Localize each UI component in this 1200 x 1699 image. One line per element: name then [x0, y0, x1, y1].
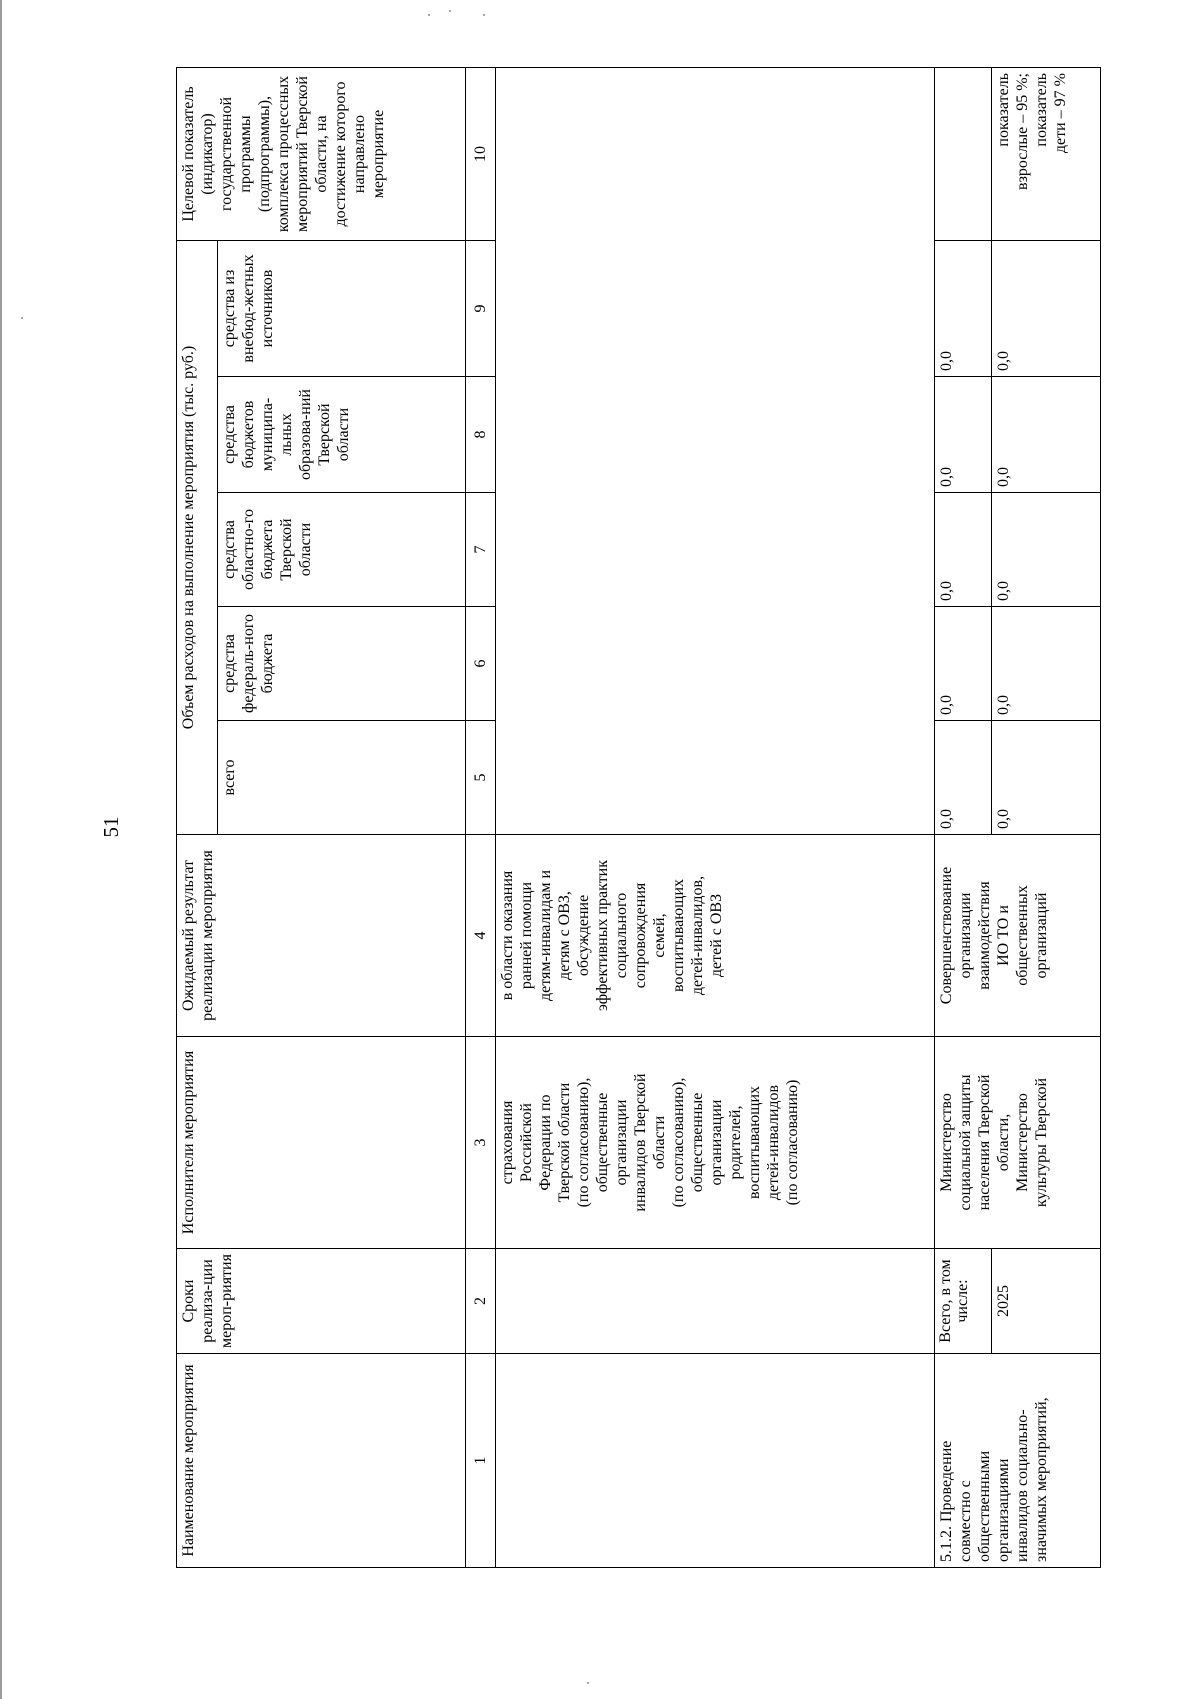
text-line: организации [956, 892, 974, 979]
text-line: Российской [517, 1103, 535, 1182]
text-line: ранней помощи [517, 881, 535, 990]
text-line: социального [612, 892, 630, 979]
term-total: Всего, в том числе: [934, 1249, 991, 1354]
measures-table [176, 67, 1101, 1568]
text-line: детям-инвалидам и [536, 869, 554, 1002]
header-expected-result: Ожидаемый результат реализации мероприятия [177, 835, 466, 1037]
column-number: 5 [466, 721, 496, 835]
text-line: населения Тверской [975, 1074, 993, 1211]
header-offbudget: средства из внебюд-жетных источников [218, 241, 466, 377]
total-value-regional: 0,0 [934, 493, 991, 607]
text-line: социальной защиты [956, 1074, 974, 1211]
text-line: показатель [994, 73, 1012, 147]
measure-executors [934, 1037, 1100, 1249]
year-value-regional: 0,0 [991, 493, 1100, 607]
text-line: 5.1.2. Проведение [937, 1440, 955, 1562]
text-line: общественных [1013, 885, 1031, 986]
scan-edge-line [0, 0, 2, 1699]
text-line: организациями [994, 1458, 1012, 1562]
term-year: 2025 [991, 1249, 1100, 1354]
column-number: 9 [466, 241, 496, 377]
text-line: ИО ТО и [994, 905, 1012, 966]
cont-name [495, 1354, 934, 1568]
text-line: (по согласованию) [783, 1079, 801, 1206]
header-regional: средства областно-го бюджета Тверской области [218, 493, 466, 607]
header-volume-group: Объем расходов на выполнение мероприятия (тыс. руб.) [177, 241, 218, 835]
column-number: 1 [466, 1354, 496, 1568]
column-number: 2 [466, 1249, 496, 1354]
text-line: страхования [498, 1100, 516, 1185]
header-target-indicator: Целевой показатель (индикатор) государственной программы (подпрограммы), комплекса процессных мероприятий Тверской области, на достижение которого направлено мероприятие [177, 68, 466, 241]
text-line: Министерство [1013, 1093, 1031, 1192]
column-number-row [466, 68, 496, 1568]
text-line: детям с ОВЗ, [555, 891, 573, 980]
continuation-row [495, 68, 934, 1568]
page-number: 51 [99, 816, 123, 838]
text-line: области, [994, 1113, 1012, 1172]
column-number: 3 [466, 1037, 496, 1249]
text-line: детей с ОВЗ [707, 893, 725, 978]
measure-expected-result [934, 835, 1100, 1037]
text-line: показатель [1032, 73, 1050, 147]
cont-executors [495, 1037, 934, 1249]
header-row [177, 68, 218, 1568]
column-number: 7 [466, 493, 496, 607]
text-line: общественные [688, 1092, 706, 1193]
column-number: 6 [466, 607, 496, 721]
text-line: обсуждение [574, 894, 592, 977]
total-indicator [934, 68, 991, 241]
header-total: всего [218, 721, 466, 835]
text-line: в области оказания [498, 870, 516, 1001]
year-indicator [991, 68, 1100, 241]
text-line: совместно с [956, 1480, 974, 1562]
year-value-total: 0,0 [991, 721, 1100, 835]
header-name: Наименование мероприятия [177, 1354, 466, 1568]
rotated-table-container [176, 68, 1101, 1568]
scan-speck [449, 10, 451, 12]
text-line: организации [612, 1099, 630, 1186]
measure-year-row [991, 68, 1100, 1568]
text-line: (по согласованию), [669, 1077, 687, 1208]
measure-total-row [934, 68, 991, 1568]
text-line: (по согласованию), [574, 1077, 592, 1208]
text-line: детей-инвалидов, [688, 875, 706, 996]
text-line: организации [707, 1099, 725, 1186]
text-line: семей, [650, 913, 668, 958]
text-line: Совершенствование [937, 866, 955, 1005]
text-line: Министерство [937, 1093, 955, 1192]
scan-speck [428, 14, 430, 16]
text-line: эффективных практик [593, 859, 611, 1012]
column-number: 10 [466, 68, 496, 241]
text-line: детей-инвалидов [764, 1084, 782, 1201]
text-line: воспитывающих [669, 878, 687, 993]
column-number: 4 [466, 835, 496, 1037]
year-value-offbudget: 0,0 [991, 241, 1100, 377]
scan-speck [587, 1682, 589, 1684]
scan-speck [483, 14, 485, 16]
year-value-municipal: 0,0 [991, 377, 1100, 493]
text-line: Федерации по [536, 1094, 554, 1191]
total-value-offbudget: 0,0 [934, 241, 991, 377]
total-value-total: 0,0 [934, 721, 991, 835]
text-line: воспитывающих [745, 1085, 763, 1200]
text-line: инвалидов социально- [1013, 1409, 1031, 1562]
measure-name [934, 1354, 1100, 1568]
header-federal: средства федераль-ного бюджета [218, 607, 466, 721]
text-line: родителей, [726, 1105, 744, 1180]
cont-expected-result [495, 835, 934, 1037]
header-executors: Исполнители мероприятия [177, 1037, 466, 1249]
header-municipal: средства бюджетов муниципа-льных образова-ний Тверской области [218, 377, 466, 493]
text-line: дети – 97 % [1051, 73, 1069, 154]
text-line: общественные [593, 1092, 611, 1193]
text-line: сопровождения [631, 882, 649, 989]
total-value-municipal: 0,0 [934, 377, 991, 493]
text-line: взрослые – 95 %; [1013, 73, 1031, 190]
text-line: инвалидов Тверской [631, 1073, 649, 1212]
scan-speck [21, 317, 23, 319]
cont-term [495, 1249, 934, 1354]
cont-empty-values [495, 68, 934, 835]
text-line: общественными [975, 1450, 993, 1562]
text-line: области [650, 1115, 668, 1170]
text-line: значимых мероприятий, [1032, 1397, 1050, 1562]
header-term: Сроки реализа-ции мероп-риятия [177, 1249, 466, 1354]
text-line: взаимодействия [975, 881, 993, 990]
text-line: организаций [1032, 892, 1050, 979]
text-line: культуры Тверской [1032, 1077, 1050, 1208]
column-number: 8 [466, 377, 496, 493]
total-value-federal: 0,0 [934, 607, 991, 721]
text-line: Тверской области [555, 1082, 573, 1203]
year-value-federal: 0,0 [991, 607, 1100, 721]
